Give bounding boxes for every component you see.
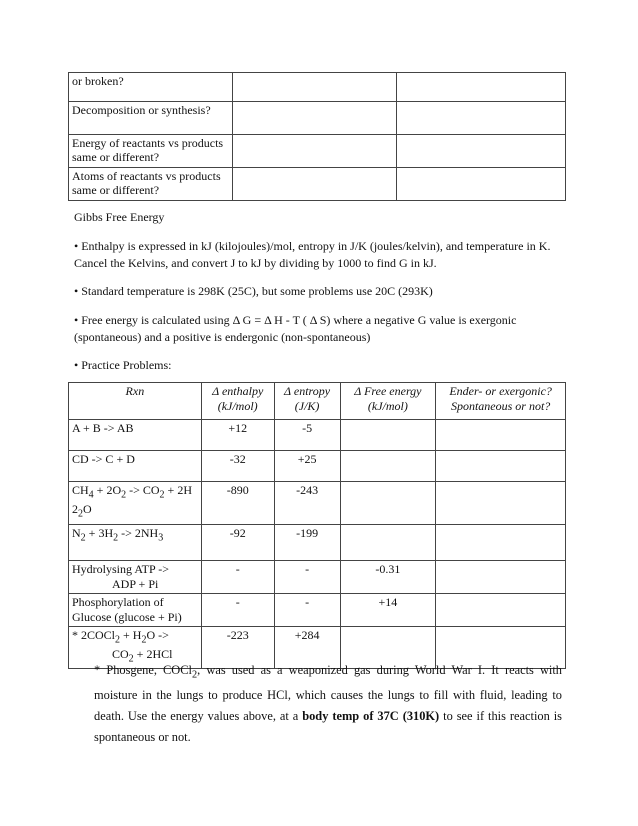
phosgene-note: * Phosgene, COCl$_2$, was used as a weaponized gas during World War I. It reacts with moisture in the lungs to produce HCl, which causes the lungs to fill with fluid, leading to death. Use the energy values above, at a body temp of 37C (310K) to see if this reaction is spontaneous or not. (94, 663, 562, 745)
rxn-cell: Hydrolysing ATP -> ADP + Pi (69, 561, 202, 594)
practice-problems-table (68, 382, 566, 669)
rxn-cell: $N_2 + 3H_2 -> 2NH_3$ (69, 525, 202, 561)
free-energy-cell[interactable] (340, 482, 436, 525)
free-energy-cell[interactable] (340, 525, 436, 561)
free-energy-cell[interactable] (340, 451, 436, 482)
rxn-cell: $CH_4 + 2O_2 -> CO_2 + 2H$ $2_2O$ (69, 482, 202, 525)
answer-cell[interactable] (232, 135, 397, 168)
rxn-cell: CD -> C + D (69, 451, 202, 482)
answer-cell[interactable] (397, 168, 566, 201)
rxn-cell: A + B -> AB (69, 420, 202, 451)
rxn-cell: * 2COCl$_2$ + $H_2O$ -> $CO_2 + 2HCl$ (69, 627, 202, 669)
answer-cell[interactable] (397, 102, 566, 135)
enthalpy-cell: - (201, 561, 274, 594)
row-label: Energy of reactants vs products same or different? (69, 135, 233, 168)
ender-cell[interactable] (436, 594, 566, 627)
entropy-cell: - (274, 594, 340, 627)
enthalpy-cell: -223 (201, 627, 274, 669)
table-row (69, 451, 566, 482)
enthalpy-cell: -32 (201, 451, 274, 482)
row-label: Decomposition or synthesis? (69, 102, 233, 135)
answer-cell[interactable] (232, 73, 397, 102)
header-enthalpy: Δ enthalpy (kJ/mol) (201, 383, 274, 420)
entropy-cell: +25 (274, 451, 340, 482)
table-row (69, 168, 566, 201)
enthalpy-cell: +12 (201, 420, 274, 451)
entropy-cell: - (274, 561, 340, 594)
enthalpy-cell: -92 (201, 525, 274, 561)
ender-cell[interactable] (436, 525, 566, 561)
bullet-practice: • Practice Problems: (74, 358, 172, 372)
header-entropy: Δ entropy (J/K) (274, 383, 340, 420)
free-energy-cell: +14 (340, 594, 436, 627)
bullet-standard-temp: • Standard temperature is 298K (25C), but some problems use 20C (293K) (74, 284, 433, 298)
entropy-cell: +284 (274, 627, 340, 669)
ender-cell[interactable] (436, 561, 566, 594)
body-temp-emphasis: body temp of 37C (310K) (302, 709, 440, 724)
ender-cell[interactable] (436, 420, 566, 451)
answer-cell[interactable] (397, 135, 566, 168)
ender-cell[interactable] (436, 482, 566, 525)
row-label: Atoms of reactants vs products same or different? (69, 168, 233, 201)
header-row (69, 383, 566, 420)
enthalpy-cell: - (201, 594, 274, 627)
header-free-energy: Δ Free energy (kJ/mol) (340, 383, 436, 420)
table-row (69, 482, 566, 525)
table-row (69, 420, 566, 451)
answer-cell[interactable] (232, 102, 397, 135)
answer-cell[interactable] (232, 168, 397, 201)
row-label: or broken? (69, 73, 233, 102)
entropy-cell: -199 (274, 525, 340, 561)
table-row (69, 102, 566, 135)
answer-cell[interactable] (397, 73, 566, 102)
free-energy-cell[interactable] (340, 420, 436, 451)
section-heading: Gibbs Free Energy (74, 210, 165, 224)
header-rxn: Rxn (69, 383, 202, 420)
table-row (69, 594, 566, 627)
entropy-cell: -5 (274, 420, 340, 451)
enthalpy-cell: -890 (201, 482, 274, 525)
table-row (69, 135, 566, 168)
bullet-units: • Enthalpy is expressed in kJ (kilojoules)/mol, entropy in J/K (joules/kelvin), and temperature in K. Cancel the Kelvins, and convert J to kJ by dividing by 1000 to find G in kJ. (74, 239, 551, 270)
entropy-cell: -243 (274, 482, 340, 525)
table-row (69, 561, 566, 594)
table-row (69, 525, 566, 561)
bullet-formula: • Free energy is calculated using Δ G = Δ H - T ( Δ S) where a negative G value is exergonic (spontaneous) and a positive is endergonic (non-spontaneous) (74, 313, 517, 344)
header-ender-exergonic: Ender- or exergonic? Spontaneous or not? (436, 383, 566, 420)
reaction-classification-table (68, 72, 566, 201)
ender-cell[interactable] (436, 451, 566, 482)
free-energy-cell: -0.31 (340, 561, 436, 594)
rxn-cell: Phosphorylation of Glucose (glucose + Pi) (69, 594, 202, 627)
table-row (69, 73, 566, 102)
